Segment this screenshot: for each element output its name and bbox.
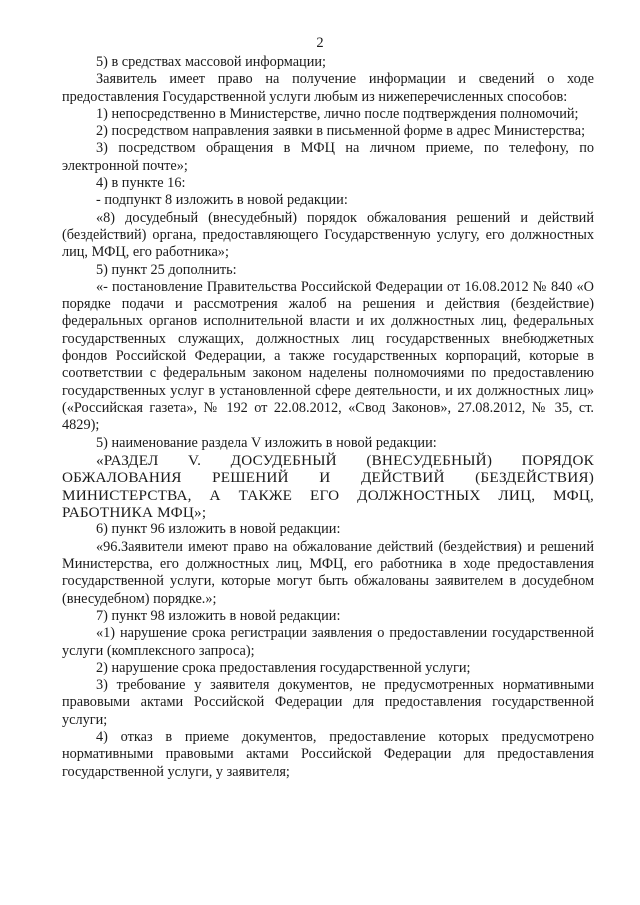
paragraph-method-direct: 1) непосредственно в Министерстве, лично после подтверждения полномочий;: [96, 105, 579, 122]
paragraph-item-25: 5) пункт 25 дополнить:: [96, 261, 237, 278]
paragraph-info-methods: Заявитель имеет право на получение информации и сведений о ходе предоставления Государственной услуги любым из нижеперечисленных способов:: [62, 71, 594, 105]
paragraph-item-98: 7) пункт 98 изложить в новой редакции:: [96, 607, 341, 624]
page-number: 2: [316, 35, 324, 51]
paragraph-item-16: 4) в пункте 16:: [96, 175, 186, 192]
paragraph-subitem-8: - подпункт 8 изложить в новой редакции:: [96, 192, 348, 209]
document-body: [62, 54, 594, 781]
paragraph-section-v-title: 5) наименование раздела V изложить в новой редакции:: [96, 434, 437, 451]
paragraph-subitem-8-text: «8) досудебный (внесудебный) порядок обжалования решений и действий (бездействий) органа, предоставляющего Государственную услугу, его должностных лиц, МФЦ, его работника»;: [62, 209, 594, 261]
paragraph-resolution-840: «- постановление Правительства Российской Федерации от 16.08.2012 № 840 «О порядке подачи и рассмотрения жалоб на решения и действия (бездействие) федеральных органов исполнительной власти и их должностных лиц, федеральных государственных служащих, должностных лиц государственных внебюджетных фондов Российской Федерации, а также государственных корпораций, которые в соответствии с федеральным законом наделены полномочиями по предоставлению государственных услуг в установленной сфере деятельности, и их должностных лиц» («Российская газета», № 192 от 22.08.2012, «Свод Законов», 27.08.2012, № 35, ст. 4829);: [62, 278, 594, 434]
paragraph-method-written: 2) посредством направления заявки в письменной форме в адрес Министерства;: [96, 123, 586, 140]
paragraph-item-96-text: «96.Заявители имеют право на обжалование действий (бездействия) и решений Министерства, его должностных лиц, МФЦ, его работника в ходе предоставления государственной услуги, которые могут быть обжалованы заявителем в досудебном (внесудебном) порядке.»;: [62, 538, 594, 607]
paragraph-item-98-4: 4) отказ в приеме документов, предоставление которых предусмотрено нормативными правовыми актами Российской Федерации для предоставления государственной услуги, у заявителя;: [62, 729, 594, 780]
section-v-heading: «РАЗДЕЛ V. ДОСУДЕБНЫЙ (ВНЕСУДЕБНЫЙ) ПОРЯДОК ОБЖАЛОВАНИЯ РЕШЕНИЙ И ДЕЙСТВИЙ (БЕЗДЕЙСТВИЯ) МИНИСТЕРСТВА, А ТАКЖЕ ЕГО ДОЛЖНОСТНЫХ ЛИЦ, МФЦ, РАБОТНИКА МФЦ»;: [62, 451, 594, 522]
paragraph-mass-media: 5) в средствах массовой информации;: [96, 54, 326, 70]
paragraph-item-98-1: «1) нарушение срока регистрации заявления о предоставлении государственной услуги (комплексного запроса);: [62, 625, 594, 659]
paragraph-method-mfc: 3) посредством обращения в МФЦ на личном приеме, по телефону, по электронной почте»;: [62, 140, 594, 174]
paragraph-item-98-3: 3) требование у заявителя документов, не предусмотренных нормативными правовыми актами Российской Федерации для предоставления государственной услуги;: [62, 677, 594, 728]
paragraph-item-98-2: 2) нарушение срока предоставления государственной услуги;: [96, 659, 471, 676]
paragraph-item-96: 6) пункт 96 изложить в новой редакции:: [96, 521, 341, 538]
